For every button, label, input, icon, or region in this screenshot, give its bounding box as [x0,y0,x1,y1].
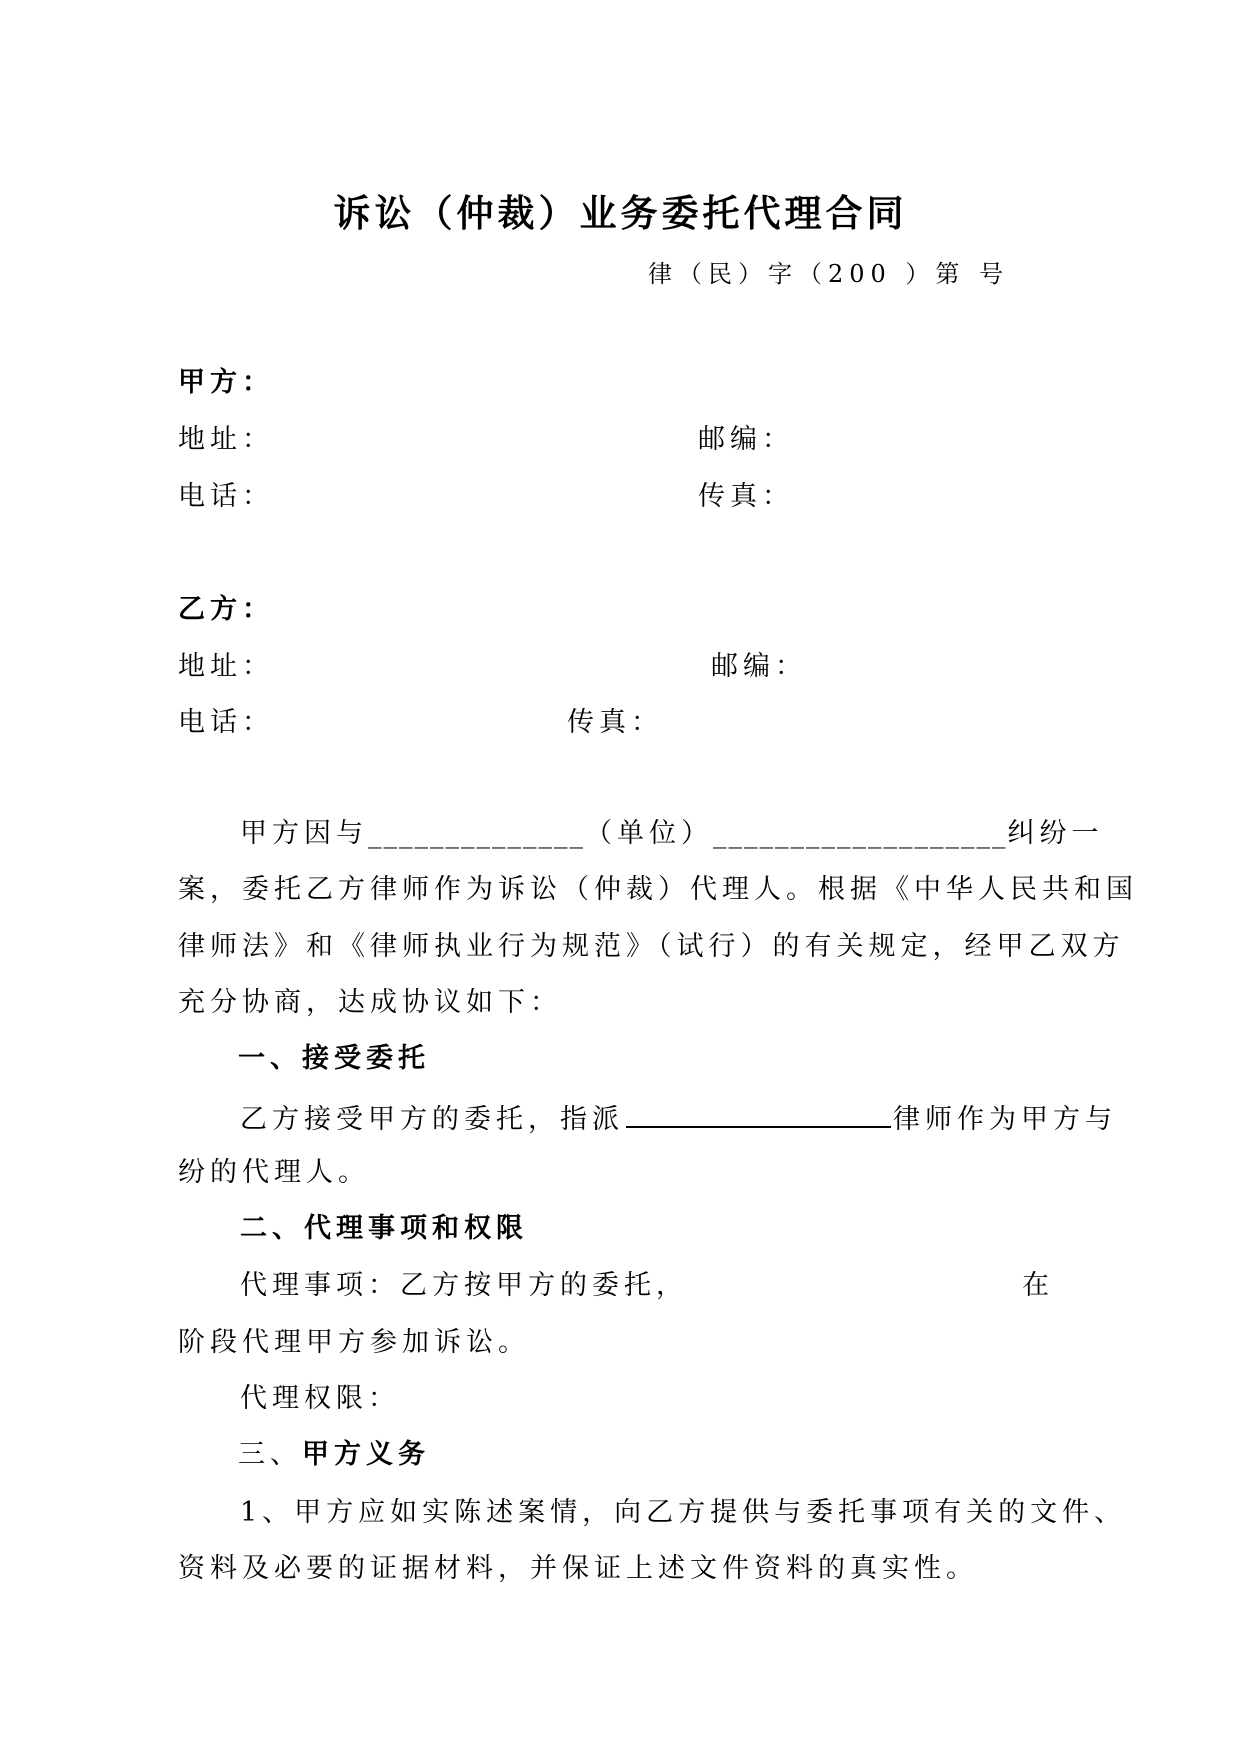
party-b-address-label: 地址： [178,651,274,682]
party-b-fax-label: 传真： [567,707,663,738]
section-2-line-2: 阶段代理甲方参加诉讼。 [178,1327,530,1358]
document-number: 律（民）字（200 ）第 号 [648,260,1010,288]
section-2-heading: 二、代理事项和权限 [240,1213,528,1244]
section-3-heading-prefix: 三、 [238,1439,302,1470]
section-2-line-3: 代理权限： [240,1383,400,1414]
lawyer-name-blank [626,1102,891,1128]
party-b-phone-label: 电话： [178,707,274,738]
section-3-heading-text: 甲方义务 [302,1439,430,1470]
section-3-item-1-line-1: 1、甲方应如实陈述案情，向乙方提供与委托事项有关的文件、 [240,1497,1127,1528]
intro-text-a: 甲方因与 [240,818,368,849]
party-a-address-label: 地址： [178,424,274,455]
intro-line-2: 案，委托乙方律师作为诉讼（仲裁）代理人。根据《中华人民共和国 [178,874,1138,905]
section-3-heading [238,1441,430,1468]
party-a-phone-label: 电话： [178,481,274,512]
intro-blank-party: ______________ [368,818,585,849]
party-b-heading: 乙方： [178,594,274,625]
section-2-line-1b: 在 [1022,1270,1054,1301]
section-1-line-1 [240,1102,1117,1133]
party-a-heading: 甲方： [178,367,274,398]
section-2-line-1a: 代理事项：乙方按甲方的委托， [240,1270,688,1301]
party-b-postcode-label: 邮编： [711,651,807,682]
section-1-text-b: 律师作为甲方与 [893,1104,1117,1135]
document-title: 诉讼（仲裁）业务委托代理合同 [333,192,908,235]
intro-line-1 [240,820,1104,847]
intro-text-c: 纠纷一 [1007,818,1104,849]
section-1-line-2: 纷的代理人。 [178,1157,370,1188]
section-1-heading: 一、接受委托 [238,1043,430,1074]
section-1-text-a: 乙方接受甲方的委托，指派 [240,1104,624,1135]
party-a-postcode-label: 邮编： [698,424,794,455]
party-a-fax-label: 传真： [698,481,794,512]
intro-blank-dispute: ___________________ [713,818,1008,849]
intro-line-3: 律师法》和《律师执业行为规范》（试行）的有关规定，经甲乙双方 [178,931,1125,962]
intro-line-4: 充分协商，达成协议如下： [178,987,562,1018]
section-3-item-1-line-2: 资料及必要的证据材料，并保证上述文件资料的真实性。 [178,1553,978,1584]
intro-text-b: （单位） [585,818,713,849]
